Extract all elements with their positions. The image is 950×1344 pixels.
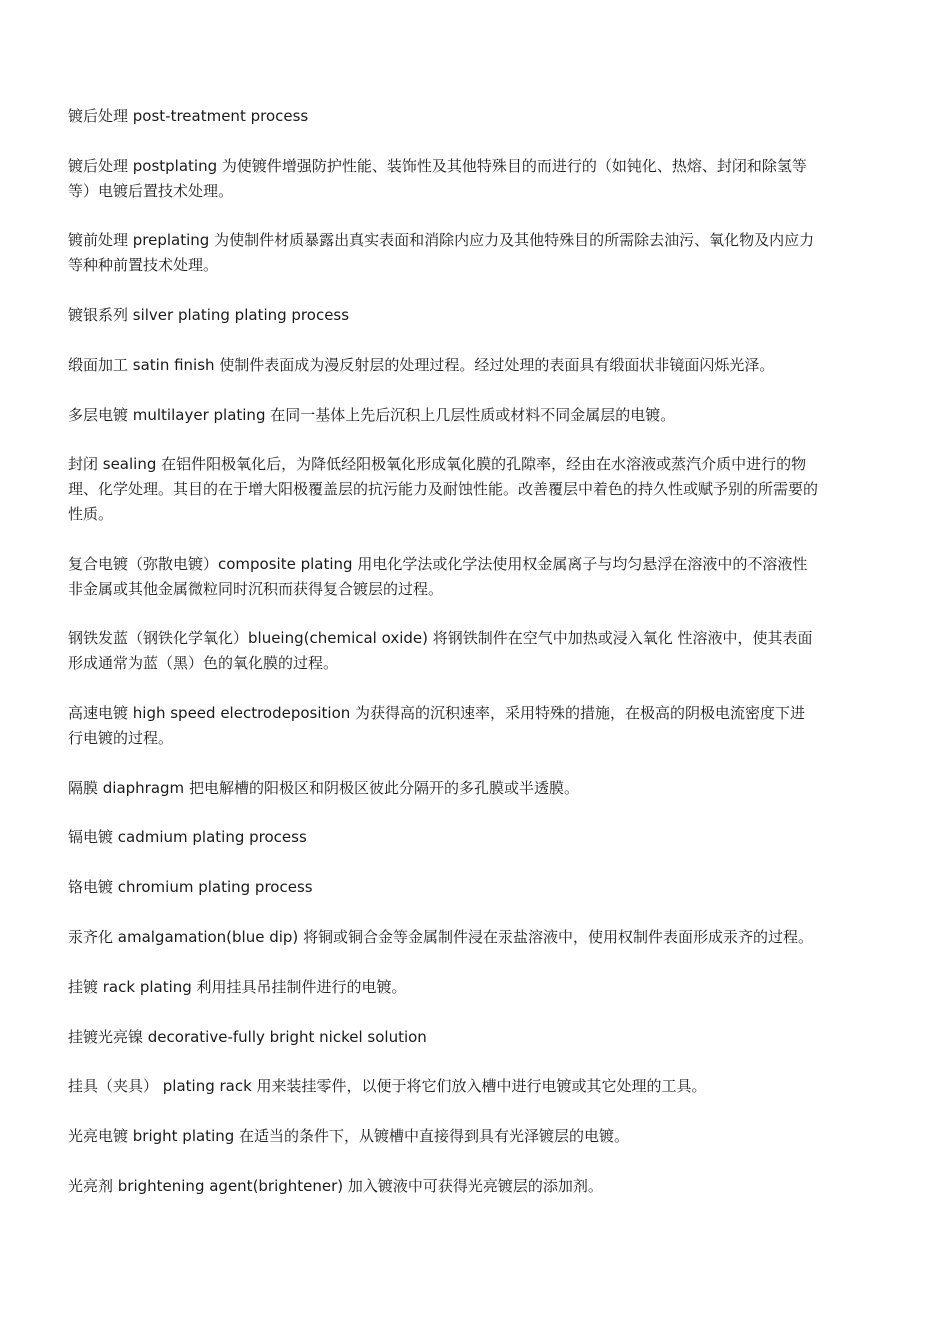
entry-sealing: 封闭 sealing 在铝件阳极氧化后，为降低经阳极氧化形成氧化膜的孔隙率，经由在水溶液或蒸汽介质中进行的物理、化学处理。其目的在于增大阳极覆盖层的抗污能力及耐蚀性能。改善覆层中着色的持久性或赋予别的所需要的性质。: [68, 455, 819, 523]
entry-high-speed-electrodeposition: 高速电镀 high speed electrodeposition 为获得高的沉积速率，采用特殊的措施，在极高的阴极电流密度下进行电镀的过程。: [68, 703, 806, 747]
entry-silver-plating: 镀银系列 silver plating plating process: [68, 305, 350, 324]
entry-bright-nickel: 挂镀光亮镍 decorative-fully bright nickel solution: [68, 1027, 427, 1046]
entry-satin-finish: 缎面加工 satin finish 使制件表面成为漫反射层的处理过程。经过处理的表面具有缎面状非镜面闪烁光泽。: [68, 355, 775, 374]
entry-multilayer-plating: 多层电镀 multilayer plating 在同一基体上先后沉积上几层性质或材料不同金属层的电镀。: [68, 405, 676, 424]
entry-blueing: 钢铁发蓝（钢铁化学氧化）blueing(chemical oxide) 将钢铁制件在空气中加热或浸入氧化 性溶液中，使其表面形成通常为蓝（黑）色的氧化膜的过程。: [68, 629, 813, 673]
entry-composite-plating: 复合电镀（弥散电镀）composite plating 用电化学法或化学法使用权金属离子与均匀悬浮在溶液中的不溶液性非金属或其他金属微粒同时沉积而获得复合镀层的过程。: [68, 554, 808, 598]
entry-brightening-agent: 光亮剂 brightening agent(brightener) 加入镀液中可获得光亮镀层的添加剂。: [68, 1176, 603, 1195]
entry-preplating: 镀前处理 preplating 为使制件材质暴露出真实表面和消除内应力及其他特殊目的所需除去油污、氧化物及内应力等种种前置技术处理。: [68, 231, 815, 275]
entry-chromium-plating: 铬电镀 chromium plating process: [68, 878, 313, 897]
entry-postplating: 镀后处理 postplating 为使镀件增强防护性能、装饰性及其他特殊目的而进行的（如钝化、热熔、封闭和除氢等等）电镀后置技术处理。: [68, 156, 807, 200]
entry-rack-plating: 挂镀 rack plating 利用挂具吊挂制件进行的电镀。: [68, 977, 407, 996]
entry-amalgamation: 汞齐化 amalgamation(blue dip) 将铜或铜合金等金属制件浸在汞盐溶液中，使用权制件表面形成汞齐的过程。: [68, 927, 814, 946]
entry-cadmium-plating: 镉电镀 cadmium plating process: [68, 828, 307, 847]
entry-post-treatment: 镀后处理 post-treatment process: [68, 107, 309, 125]
document-body: [68, 104, 818, 1224]
entry-diaphragm: 隔膜 diaphragm 把电解槽的阳极区和阴极区彼此分隔开的多孔膜或半透膜。: [68, 778, 579, 797]
entry-bright-plating: 光亮电镀 bright plating 在适当的条件下，从镀槽中直接得到具有光泽镀层的电镀。: [68, 1127, 630, 1146]
entry-plating-rack: 挂具（夹具） plating rack 用来装挂零件，以便于将它们放入槽中进行电镀或其它处理的工具。: [68, 1077, 707, 1096]
